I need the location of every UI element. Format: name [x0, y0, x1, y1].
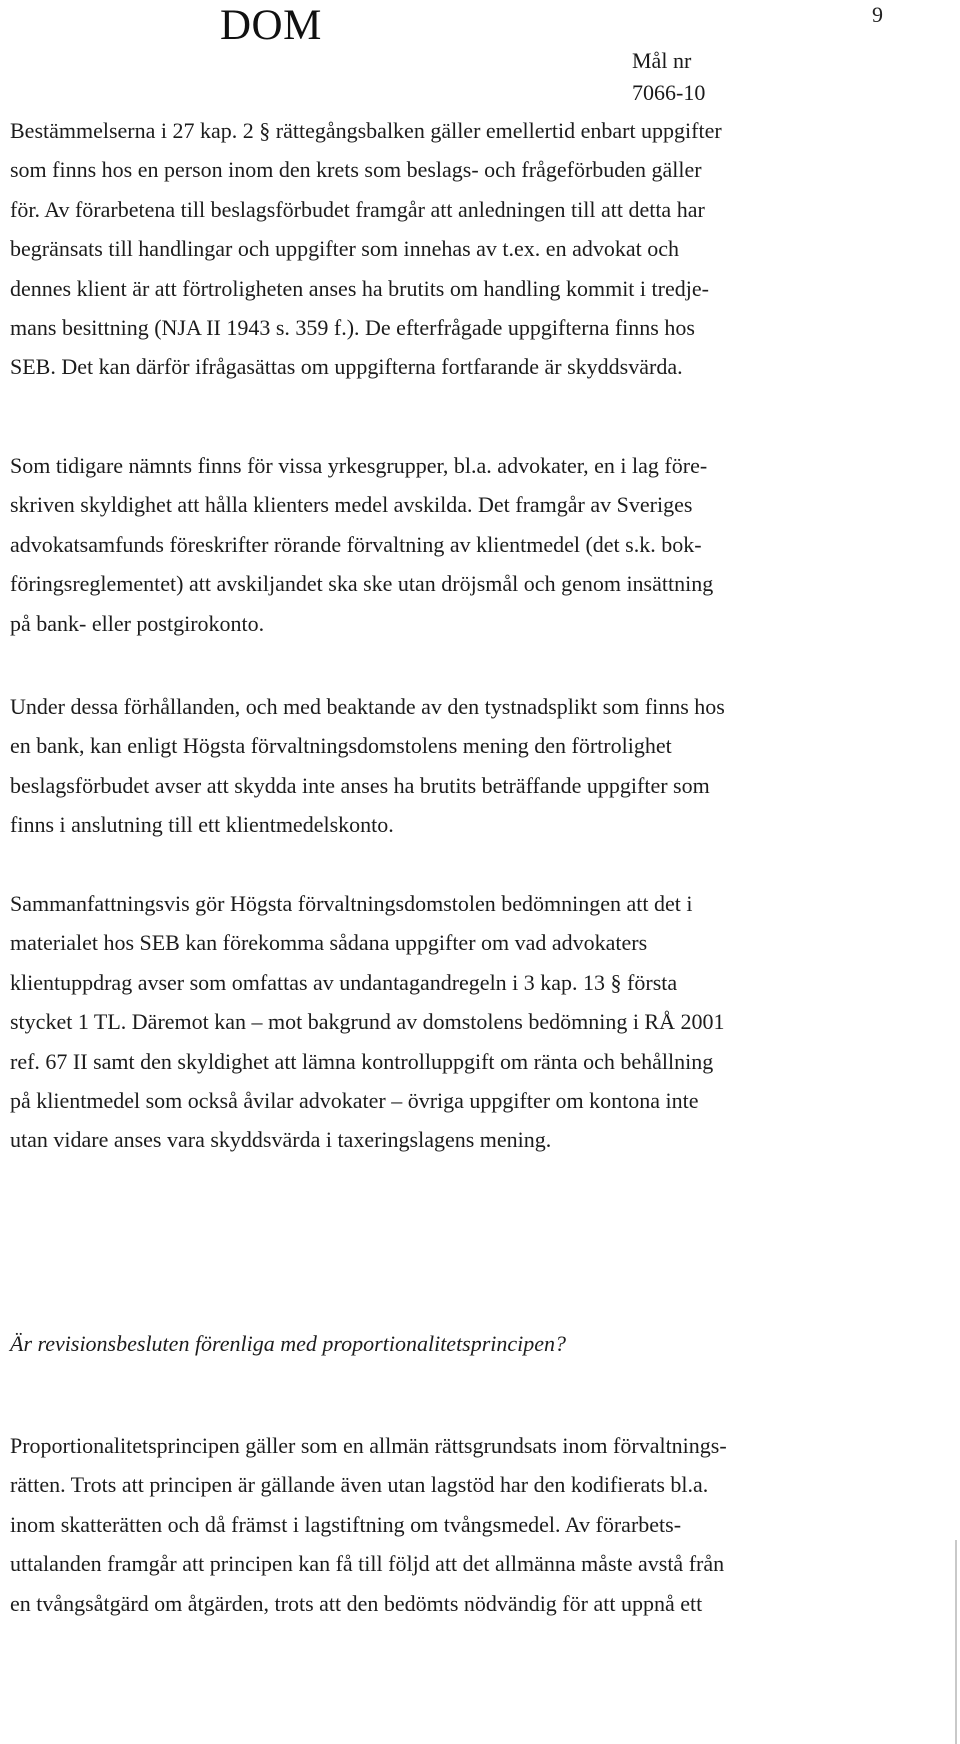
text-line: för. Av förarbetena till beslagsförbudet framgår att anledningen till att detta har — [10, 196, 705, 222]
text-line: som finns hos en person inom den krets som beslags- och frågeförbuden gäller — [10, 157, 702, 183]
text-line: klientuppdrag avser som omfattas av undantagandregeln i 3 kap. 13 § första — [10, 969, 678, 995]
text-line: ref. 67 II samt den skyldighet att lämna kontrolluppgift om ränta och behållning — [10, 1048, 714, 1074]
text-line: Proportionalitetsprincipen gäller som en allmän rättsgrundsats inom förvaltnings- — [10, 1433, 727, 1458]
text-line: uttalanden framgår att principen kan få till följd att det allmänna måste avstå från — [10, 1551, 725, 1577]
text-line: föringsreglementet) att avskiljandet ska ske utan dröjsmål och genom insättning — [10, 571, 714, 597]
text-line: stycket 1 TL. Däremot kan – mot bakgrund av domstolens bedömning i RÅ 2001 — [10, 1009, 725, 1035]
text-line: beslagsförbudet avser att skydda inte anses ha brutits beträffande uppgifter som — [10, 772, 710, 798]
paragraph-5 — [10, 1426, 865, 1623]
text-line: advokatsamfunds föreskrifter rörande förvaltning av klientmedel (det s.k. bok- — [10, 531, 702, 557]
text-line: begränsats till handlingar och uppgifter som innehas av t.ex. en advokat och — [10, 236, 679, 262]
text-line: Sammanfattningsvis gör Högsta förvaltningsdomstolen bedömningen att det i — [10, 891, 693, 916]
paragraph-2 — [10, 446, 865, 643]
text-line: en bank, kan enligt Högsta förvaltningsdomstolens mening den förtrolighet — [10, 733, 672, 759]
paragraph-3 — [10, 687, 865, 845]
text-line: på bank- eller postgirokonto. — [10, 610, 265, 636]
text-line: Bestämmelserna i 27 kap. 2 § rättegångsbalken gäller emellertid enbart uppgifter — [10, 118, 722, 143]
text-line: materialet hos SEB kan förekomma sådana uppgifter om vad advokaters — [10, 930, 648, 956]
text-line: rätten. Trots att principen är gällande även utan lagstöd har den kodifierats bl.a. — [10, 1472, 709, 1498]
text-line: på klientmedel som också åvilar advokater – övriga uppgifter om kontona inte — [10, 1088, 699, 1114]
text-line: inom skatterätten och då främst i lagstiftning om tvångsmedel. Av förarbets- — [10, 1511, 682, 1537]
paragraph-4 — [10, 884, 865, 1160]
section-heading: Är revisionsbesluten förenliga med proportionalitetsprincipen? — [10, 1331, 567, 1356]
text-line: dennes klient är att förtroligheten anses ha brutits om handling kommit i tredje- — [10, 275, 709, 301]
text-line: Under dessa förhållanden, och med beaktande av den tystnadsplikt som finns hos — [10, 694, 725, 719]
text-line: utan vidare anses vara skyddsvärda i taxeringslagens mening. — [10, 1127, 552, 1153]
text-line: Som tidigare nämnts finns för vissa yrkesgrupper, bl.a. advokater, en i lag före- — [10, 453, 708, 478]
text-line: skriven skyldighet att hålla klienters medel avskilda. Det framgår av Sveriges — [10, 492, 693, 518]
scan-margin-line — [955, 1540, 957, 1744]
case-number: 7066-10 — [632, 80, 706, 105]
document-title: DOM — [220, 2, 322, 49]
text-line: en tvångsåtgärd om åtgärden, trots att den bedömts nödvändig för att uppnå ett — [10, 1590, 703, 1616]
text-line: mans besittning (NJA II 1943 s. 359 f.). De efterfrågade uppgifterna finns hos — [10, 315, 695, 341]
text-line: finns i anslutning till ett klientmedelskonto. — [10, 812, 394, 838]
case-number-label: Mål nr — [632, 48, 692, 73]
paragraph-1 — [10, 111, 865, 387]
text-line: SEB. Det kan därför ifrågasättas om uppgifterna fortfarande är skyddsvärda. — [10, 354, 683, 380]
page-number: 9 — [872, 2, 883, 27]
